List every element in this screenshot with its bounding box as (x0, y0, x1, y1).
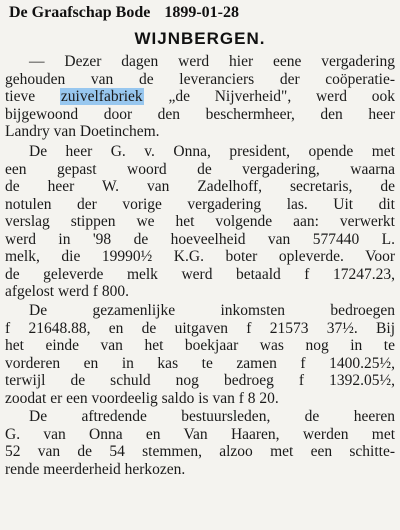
paragraph-line: de heer W. van Zadelhoff, secretaris, de (5, 178, 395, 195)
newspaper-name: De Graafschap Bode (9, 4, 151, 21)
paragraph-4 (5, 408, 395, 478)
paragraph-line: Landry van Doetinchem. (5, 123, 160, 140)
paragraph-3 (5, 302, 395, 407)
paragraph-line: werd in '98 de hoeveelheid van 577440 L. (5, 230, 395, 248)
line-text: tieve (5, 88, 60, 105)
paragraph-line: rende meerderheid herkozen. (5, 460, 186, 478)
paragraph-line: vorderen en in kas te zamen f 1400.25½, (5, 354, 395, 372)
article-title: WIJNBERGEN. (134, 29, 266, 48)
paragraph-line: een gepast woord de vergadering, waarna (5, 160, 395, 178)
paragraph-line (5, 88, 395, 106)
paragraph-line: bijgewoond door den beschermheer, den heer (5, 105, 395, 123)
paragraph-line: — Dezer dagen werd hier eene vergadering (29, 53, 395, 70)
paragraph-line: afgelost werd f 800. (5, 283, 129, 300)
paragraph-line: De aftredende bestuursleden, de heeren (29, 408, 395, 425)
paragraph-line: gehouden van de leveranciers der coöperatie- (5, 70, 395, 88)
clipping-header (9, 4, 239, 22)
paragraph-line: De heer G. v. Onna, president, opende met (29, 143, 395, 160)
paragraph-line: De gezamenlijke inkomsten bedroegen (29, 302, 395, 319)
publication-date: 1899-01-28 (164, 4, 239, 21)
paragraph-line: G. van Onna en Van Haaren, werden met (5, 425, 395, 443)
paragraph-line: zoodat er een voordeelig saldo is van f 8 20. (5, 389, 279, 407)
highlighted-search-term: zuivelfabriek (60, 88, 143, 105)
line-text: „de Nijverheid", werd ook (143, 88, 395, 105)
paragraph-line: 52 van de 54 stemmen, alzoo met een schitte- (5, 443, 395, 460)
paragraph-line: melk, die 19990½ K.G. boter opleverde. Voor (5, 248, 395, 265)
paragraph-2 (5, 143, 395, 301)
paragraph-line: terwijl de schuld nog bedroeg f 1392.05½, (5, 372, 395, 389)
paragraph-line: het einde van het boekjaar was nog in te (5, 337, 395, 354)
paragraph-1 (5, 53, 395, 141)
paragraph-line: de geleverde melk werd betaald f 17247.23, (5, 265, 395, 283)
paragraph-line: f 21648.88, en de uitgaven f 21573 37½. Bij (5, 319, 395, 337)
paragraph-line: verslag stippen we het volgende aan: verwerkt (5, 213, 395, 230)
paragraph-line: notulen der vorige vergadering las. Uit dit (5, 195, 395, 213)
